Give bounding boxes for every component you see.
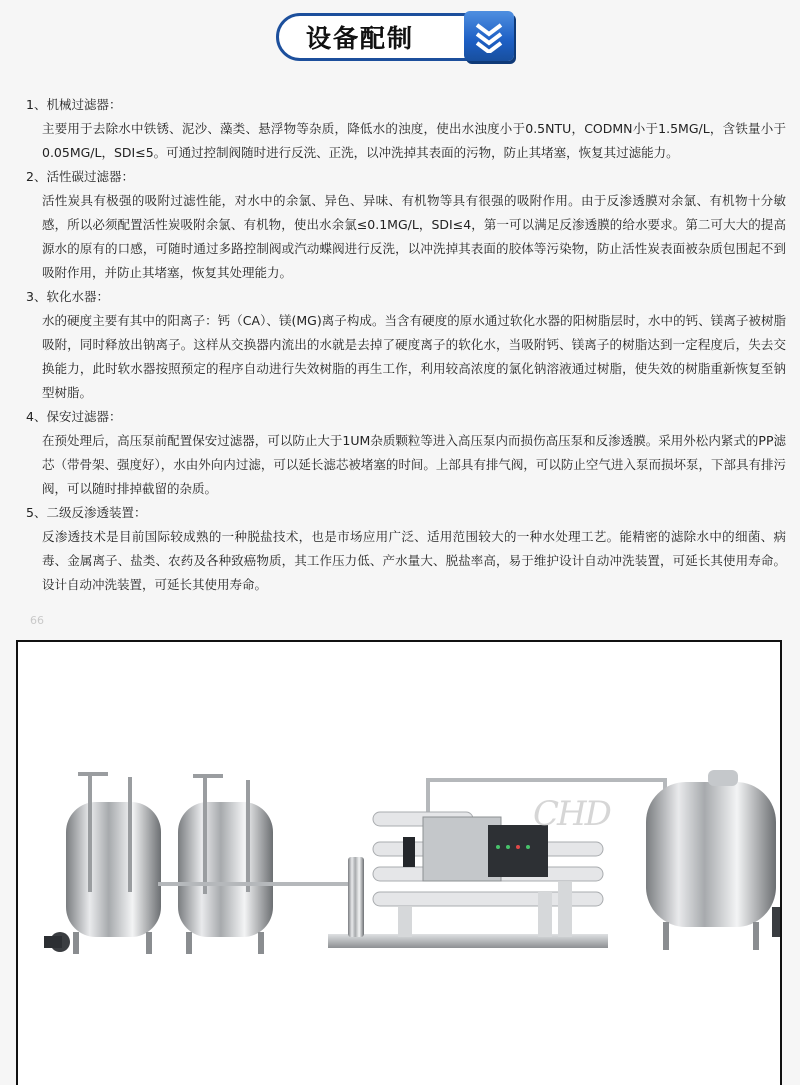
storage-tank [646, 770, 780, 950]
section-title: 3、软化水器： [26, 289, 109, 304]
section-activated-carbon-filter [26, 165, 786, 285]
section-body: 主要用于去除水中铁锈、泥沙、藻类、悬浮物等杂质，降低水的浊度，使出水浊度小于0.5NTU，CODMN小于1.5MG/L，含铁量小于0.05MG/L，SDI≤5。可通过控制阀随时进行反洗、正洗，以冲洗掉其表面的污物，防止其堵塞，恢复其过滤能力。 [42, 121, 786, 160]
page-title: 设备配制 [306, 24, 415, 53]
section-body: 活性炭具有极强的吸附过滤性能，对水中的余氯、异色、异味、有机物等具有很强的吸附作用。由于反渗透膜对余氯、有机物十分敏感，所以必须配置活性炭吸附余氯、有机物，使出水余氯≤0.1MG/L，SDI≤4，第一可以满足反渗透膜的给水要求。第二可大大的提高源水的原有的口感，可随时通过多路控制阀或汽动蝶阀进行反洗，以冲洗掉其表面的胶体等污染物，防止活性炭表面被杂质包围起不到吸附作用，并防止其堵塞，恢复其处理能力。 [42, 193, 786, 280]
filter-tank-1 [44, 772, 161, 954]
section-mechanical-filter [26, 93, 786, 165]
section-header-banner [276, 11, 526, 65]
section-body: 水的硬度主要有其中的阳离子：钙（CA）、镁(MG)离子构成。当含有硬度的原水通过软化水器的阳树脂层时，水中的钙、镁离子被树脂吸附，同时释放出钠离子。这样从交换器内流出的水就是去掉了硬度离子的软化水，当吸附钙、镁离子的树脂达到一定程度后，失去交换能力，此时软水器按照预定的程序自动进行失效树脂的再生工作，利用较高浓度的氯化钠溶液通过树脂，使失效的树脂重新恢复至钠型树脂。 [42, 313, 786, 400]
section-title: 4、保安过滤器： [26, 409, 122, 424]
section-title: 1、机械过滤器： [26, 97, 122, 112]
page-marker: 66 [30, 614, 44, 627]
equipment-description [26, 93, 786, 597]
logo-watermark: CHD [533, 794, 610, 834]
chevron-down-double-icon [464, 11, 514, 61]
section-body: 反渗透技术是目前国际较成熟的一种脱盐技术，也是市场应用广泛、适用范围较大的一种水处理工艺。能精密的滤除水中的细菌、病毒、金属离子、盐类、农药及各种致癌物质，其工作压力低、产水量大、脱盐率高，易于维护设计自动冲洗装置，可延长其使用寿命。设计自动冲洗装置，可延长其使用寿命。 [42, 529, 786, 592]
filter-tank-2 [178, 774, 273, 954]
section-security-filter [26, 405, 786, 501]
section-water-softener [26, 285, 786, 405]
section-title: 5、二级反渗透装置： [26, 505, 147, 520]
section-reverse-osmosis [26, 501, 786, 597]
section-body: 在预处理后，高压泵前配置保安过滤器，可以防止大于1UM杂质颗粒等进入高压泵内而损伤高压泵和反渗透膜。采用外松内紧式的PP滤芯（带骨架、强度好），水由外向内过滤，可以延长滤芯被堵塞的时间。上部具有排气阀，可以防止空气进入泵而损坏泵，下部具有排污阀，可以随时排掉截留的杂质。 [42, 433, 786, 496]
section-title: 2、活性碳过滤器： [26, 169, 134, 184]
water-treatment-equipment-photo [16, 640, 782, 1085]
